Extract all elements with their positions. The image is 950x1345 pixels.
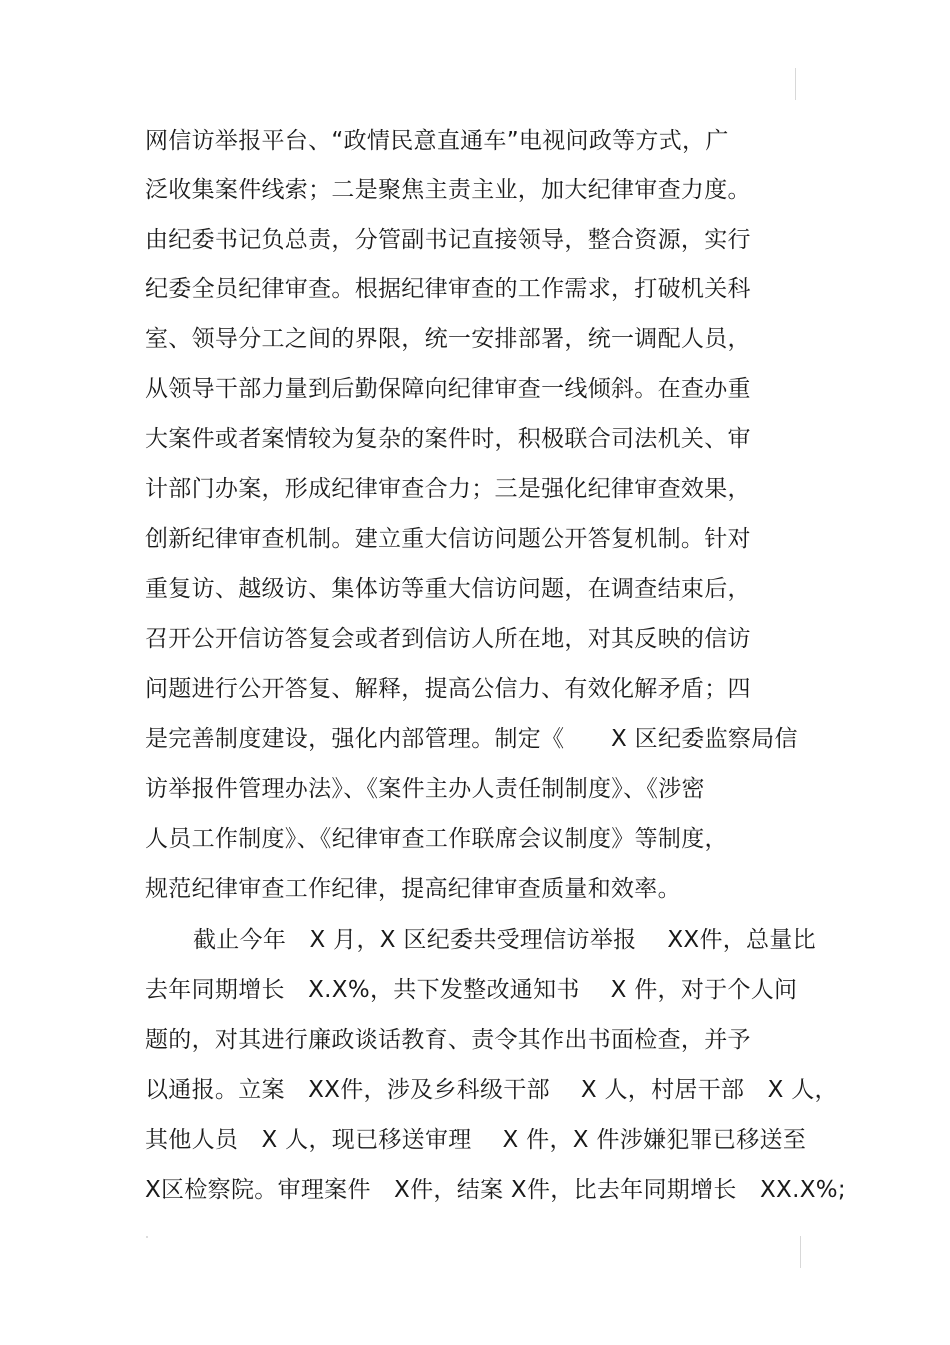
page-corner-dot <box>146 1236 148 1238</box>
text-line: 重复访、越级访、集体访等重大信访问题，在调查结束后， <box>145 576 751 602</box>
text-line: 纪委全员纪律审查。根据纪律审查的工作需求，打破机关科 <box>145 276 751 302</box>
text-line: 规范纪律审查工作纪律，提高纪律审查质量和效率。 <box>145 876 681 902</box>
text-line: X区检察院。审理案件 X件，结案 X件，比去年同期增长 XX.X%; <box>145 1177 846 1203</box>
text-line: 计部门办案，形成纪律审查合力；三是强化纪律审查效果， <box>145 476 751 502</box>
text-line: 从领导干部力量到后勤保障向纪律审查一线倾斜。在查办重 <box>145 376 751 402</box>
text-line: 其他人员 X 人，现已移送审理 X 件，X 件涉嫌犯罪已移送至 <box>145 1127 807 1153</box>
text-line: 创新纪律审查机制。建立重大信访问题公开答复机制。针对 <box>145 526 751 552</box>
text-line: 访举报件管理办法》、《案件主办人责任制制度》、《涉密 <box>145 776 705 802</box>
text-line: 人员工作制度》、《纪律审查工作联席会议制度》等制度， <box>145 826 728 852</box>
page-corner-mark-top <box>795 68 796 100</box>
page-corner-mark-bottom <box>800 1236 801 1268</box>
text-line: 大案件或者案情较为复杂的案件时，积极联合司法机关、审 <box>145 426 751 452</box>
text-line: 召开公开信访答复会或者到信访人所在地，对其反映的信访 <box>145 626 751 652</box>
text-line: 泛收集案件线索；二是聚焦主责主业，加大纪律审查力度。 <box>145 177 751 203</box>
text-line: 是完善制度建设，强化内部管理。制定《 X 区纪委监察局信 <box>145 726 798 752</box>
text-line: 以通报。立案 XX件，涉及乡科级干部 X 人，村居干部 X 人， <box>145 1077 838 1103</box>
text-line: 截止今年 X 月，X 区纪委共受理信访举报 XX件，总量比 <box>193 927 816 953</box>
text-line: 题的，对其进行廉政谈话教育、责令其作出书面检查，并予 <box>145 1027 751 1053</box>
text-line: 网信访举报平台、“政情民意直通车”电视问政等方式，广 <box>145 128 729 154</box>
text-line: 室、领导分工之间的界限，统一安排部署，统一调配人员， <box>145 326 751 352</box>
text-line: 问题进行公开答复、解释，提高公信力、有效化解矛盾；四 <box>145 676 751 702</box>
text-line: 去年同期增长 X.X%，共下发整改通知书 X 件，对于个人问 <box>145 977 798 1003</box>
text-line: 由纪委书记负总责，分管副书记直接领导，整合资源，实行 <box>145 227 751 253</box>
